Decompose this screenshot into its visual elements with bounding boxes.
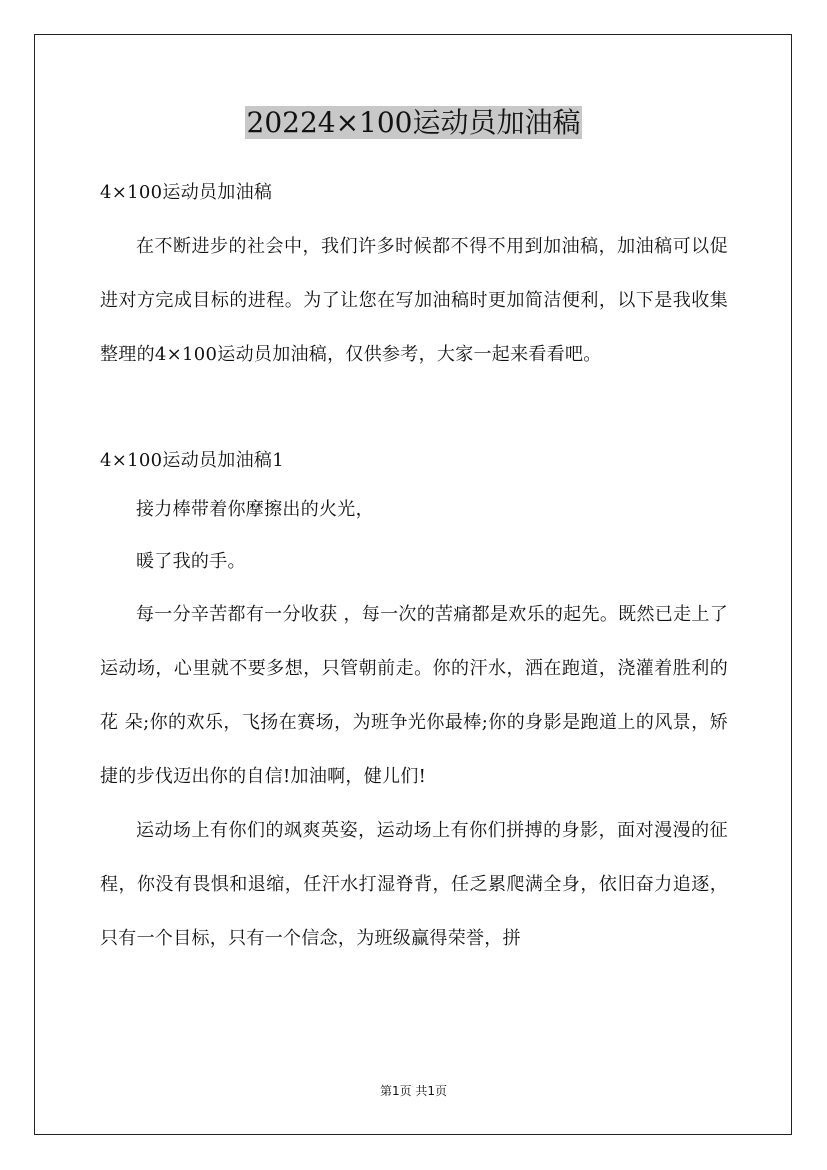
- section-heading: 4×100运动员加油稿1: [100, 450, 284, 471]
- page-footer: 第1页 共1页: [379, 1084, 448, 1098]
- intro-paragraph: 在不断进步的社会中，我们许多时候都不得不用到加油稿，加油稿可以促进对方完成目标的进程。为了让您在写加油稿时更加简洁便利，以下是我收集整理的4×100运动员加油稿，仅供参考，大家一起来看看吧。: [100, 236, 728, 365]
- document-body: [100, 170, 728, 966]
- document-title: 20224×100运动员加油稿: [246, 106, 581, 139]
- body-paragraph: 运动场上有你们的飒爽英姿，运动场上有你们拼搏的身影，面对漫漫的征程，你没有畏惧和退缩，任汗水打湿脊背，任乏累爬满全身，依旧奋力追逐，只有一个目标，只有一个信念，为班级赢得荣誉，拼: [100, 820, 728, 949]
- body-paragraph: 每一分辛苦都有一分收获 ，每一次的苦痛都是欢乐的起先。既然已走上了运动场，心里就不要多想，只管朝前走。你的汗水，洒在跑道，浇灌着胜利的花 朵;你的欢乐，飞扬在赛场，为班争光你最棒;你的身影是跑道上的风景，矫捷的步伐迈出你的自信!加油啊，健儿们!: [100, 604, 728, 787]
- body-paragraph: 接力棒带着你摩擦出的火光，: [136, 499, 374, 520]
- section-heading: 4×100运动员加油稿: [100, 182, 273, 203]
- body-paragraph: 暖了我的手。: [136, 551, 246, 572]
